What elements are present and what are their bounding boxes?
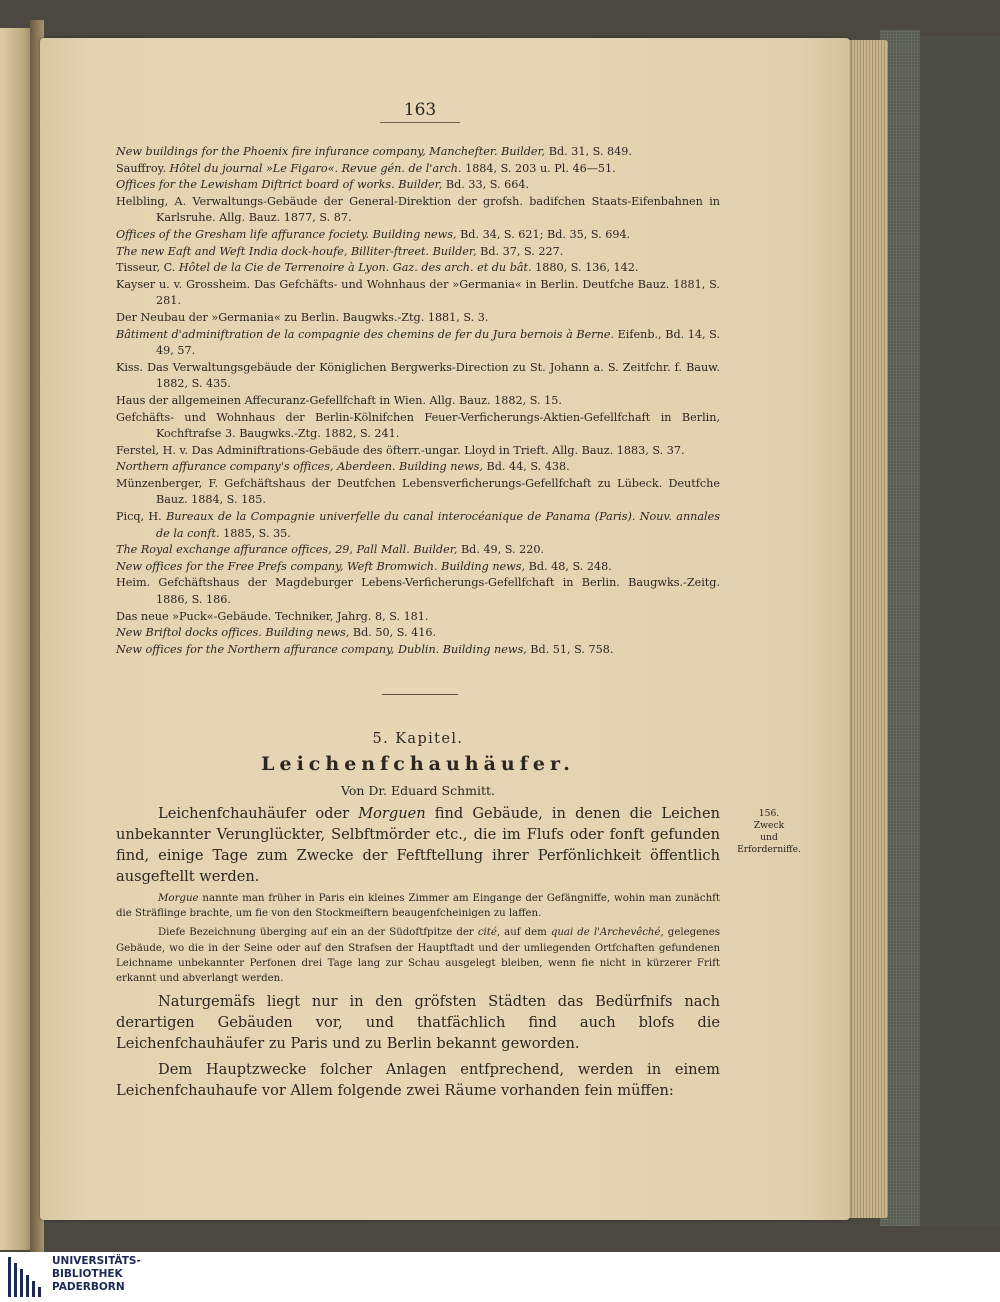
text-run: Haus der allgemeinen Affecuranz-Gefellfchaft in Wien. Allg. Bauz. 1882, S. 15. [116,393,562,407]
logo-line: PADERBORN [52,1281,125,1293]
logo-line: UNIVERSITÄTS- [52,1255,141,1267]
text-run: Bd. 48, S. 248. [525,559,612,573]
reference-entry [116,161,720,178]
text-run: Bd. 31, S. 849. [545,145,632,158]
text-run: Bd. 50, S. 416. [349,626,437,640]
italic-text: New offices for the Northern affurance company, Dublin. Building news, [116,642,527,656]
text-run: Der Neubau der »Germania« zu Berlin. Baugwks.-Ztg. 1881, S. 3. [116,310,489,324]
text-run: nannte man früher in Paris ein kleines Zimmer am Eingange der Gefängniffe, wohin man zunächft die Sträflinge brachte, um fie von den Stockmeiftern beaugenfcheinigen zu laffen. [116,893,720,920]
italic-text: Offices of the Gresham life affurance fociety. Building news, [116,227,457,241]
reference-entry [116,310,720,327]
chapter-body [116,803,720,1101]
margin-note-line: Erforderniffe. [737,844,801,855]
italic-text: Offices for the Lewisham Diftrict board of works. Builder, [116,178,443,192]
reference-entry [116,642,720,659]
body-paragraph [116,1059,720,1101]
text-run: Bd. 49, S. 220. [457,543,545,557]
text-run: Tisseur, C. [116,261,179,275]
italic-text: Morguen [358,805,426,822]
reference-entry [116,177,720,194]
chapter-title: Leichenfchauhäufer. [261,753,575,775]
italic-text: The Royal exchange affurance offices, 29, Pall Mall. Builder, [116,543,458,557]
library-logo-icon [8,1257,46,1297]
logo-line: BIBLIOTHEK [52,1268,123,1280]
italic-text: Bureaux de la Compagnie univerfelle du canal interocéanique de Panama (Paris). Nouv. annales de la conft. [156,510,721,540]
footnote-paragraph [116,891,720,921]
reference-entry [116,227,720,244]
text-run: Diefe Bezeichnung überging auf ein an der Südoftfpitze der [158,927,478,939]
reference-entry [116,575,720,608]
reference-entry [116,144,720,161]
text-run: Das neue »Puck«-Gebäude. Techniker, Jahrg. 8, S. 181. [116,609,429,623]
footnote-paragraph [116,925,720,986]
italic-text: Hôtel du journal »Le Figaro«. Revue gén. de l'arch. [169,161,462,175]
text-run: Bd. 51, S. 758. [526,642,614,656]
text-run: Bd. 33, S. 664. [442,178,530,192]
italic-text: The new Eaft and Weft India dock-houfe, Billiter-ftreet. Builder, [116,244,477,258]
text-run: Ferstel, H. v. Das Adminiftrations-Gebäude des öfterr.-ungar. Lloyd in Trieft. Allg. Bauz. 1883, S. 37. [116,443,685,457]
text-run: Kayser u. v. Grossheim. Das Gefchäfts- und Wohnhaus der »Germania« in Berlin. Deutfche Bauz. 1881, S. 281. [116,277,720,308]
text-run: Gefchäfts- und Wohnhaus der Berlin-Kölnifchen Feuer-Verficherungs-Aktien-Gefellfchaft in Berlin, Kochftrafse 3. Baugwks.-Ztg. 1882, S. 241. [116,410,720,441]
text-run: , gelegenes Gebäude, wo die in der Seine oder auf den Strafsen der Hauptftadt und der umliegenden Ortfchaften gefundenen Leichname unbekannter Perfonen drei Tage lang zur Schau ausgelegt bleiben, wenn fie nicht in kürzerer Frift erkannt und abverlangt werden. [116,927,721,985]
reference-entry [116,244,720,261]
reference-entry [116,194,720,227]
reference-entry [116,542,720,559]
text-run: find Gebäude, in denen die Leichen unbekannter Verunglückter, Selbftmörder etc., die im Flufs oder fonft gefunden find, einige Tage zum Zwecke der Feftftellung ihrer Perfönlichkeit öffentlich ausgeftellt werden. [116,805,720,885]
reference-entry [116,327,720,360]
text-run: Helbling, A. Verwaltungs-Gebäude der General-Direktion der grofsh. badifchen Staats-Eifenbahnen in Karlsruhe. Allg. Bauz. 1877, S. 87. [116,194,720,225]
reference-entry [116,277,720,310]
text-run: Bd. 34, S. 621; Bd. 35, S. 694. [456,227,631,241]
reference-entry [116,476,720,509]
reference-entry [116,393,720,410]
italic-text: Hôtel de la Cie de Terrenoire à Lyon. Gaz. des arch. et du bât. [178,261,532,275]
reference-entry [116,360,720,393]
text-run: Münzenberger, F. Gefchäftshaus der Deutfchen Lebensverficherungs-Gefellfchaft zu Lübeck. Deutfche Bauz. 1884, S. 185. [116,476,720,507]
chapter-heading: 5. Kapitel. [372,731,464,747]
italic-text: cité [477,927,497,939]
text-run: Sauffroy. [116,161,170,175]
reference-list [116,144,720,658]
library-logo-text [52,1255,172,1294]
section-divider [382,694,458,695]
reference-entry [116,509,720,542]
italic-text: New Briftol docks offices. Building news, [116,626,350,640]
text-run: Bd. 37, S. 227. [476,244,564,258]
text-run: Dem Hauptzwecke folcher Anlagen entfprechend, werden in einem Leichenfchauhaufe vor Allem folgende zwei Räume vorhanden fein müffen: [116,1061,720,1100]
text-run: , auf dem [496,927,551,939]
text-run: Bd. 44, S. 438. [482,460,570,474]
text-run: 1880, S. 136, 142. [531,261,639,275]
text-run: Leichenfchauhäufer oder [158,805,359,822]
text-run: 1884, S. 203 u. Pl. 46—51. [461,161,616,175]
italic-text: Morgue [158,893,199,904]
italic-text: New offices for the Free Prefs company, Weft Bromwich. Building news, [116,559,526,573]
book-page [40,38,850,1220]
text-run: 1885, S. 35. [219,526,291,540]
body-paragraph [116,991,720,1054]
text-run: Naturgemäfs liegt nur in den gröfsten Städten das Bedürfnifs nach derartigen Gebäuden vor, und thatfächlich find auch blofs die Leichenfchauhäufer zu Paris und zu Berlin bekannt geworden. [116,993,720,1053]
margin-note-number: 156. [758,808,780,819]
text-run: Eifenb., Bd. 14, S. 49, 57. [156,327,721,358]
chapter-author: Von Dr. Eduard Schmitt. [340,783,496,798]
italic-text: quai de l'Archevêché [550,927,661,939]
text-run: Heim. Gefchäftshaus der Magdeburger Lebens-Verficherungs-Gefellfchaft in Berlin. Baugwks.-Zeitg. 1886, S. 186. [116,576,720,607]
page-number: 163 [380,100,460,123]
reference-entry [116,459,720,476]
reference-entry [116,443,720,460]
text-run: Kiss. Das Verwaltungsgebäude der Königlichen Bergwerks-Direction zu St. Johann a. S. Zeitfchr. f. Bauw. 1882, S. 435. [116,360,720,391]
reference-entry [116,260,720,277]
margin-note-line: und [760,832,778,843]
italic-text: New buildings for the Phoenix fire infurance company, Manchefter. Builder, [116,145,546,158]
margin-note [724,808,814,856]
page-stack-edges [846,40,888,1218]
reference-entry [116,609,720,626]
text-run: Picq, H. [116,510,167,524]
italic-text: Northern affurance company's offices, Aberdeen. Building news, [116,460,483,474]
margin-note-line: Zweck [753,820,785,831]
reference-entry [116,559,720,576]
library-footer [0,1252,1000,1302]
reference-entry [116,410,720,443]
italic-text: Bâtiment d'adminiftration de la compagnie des chemins de fer du Jura bernois à Berne. [116,327,614,341]
reference-entry [116,625,720,642]
body-paragraph [116,803,720,887]
